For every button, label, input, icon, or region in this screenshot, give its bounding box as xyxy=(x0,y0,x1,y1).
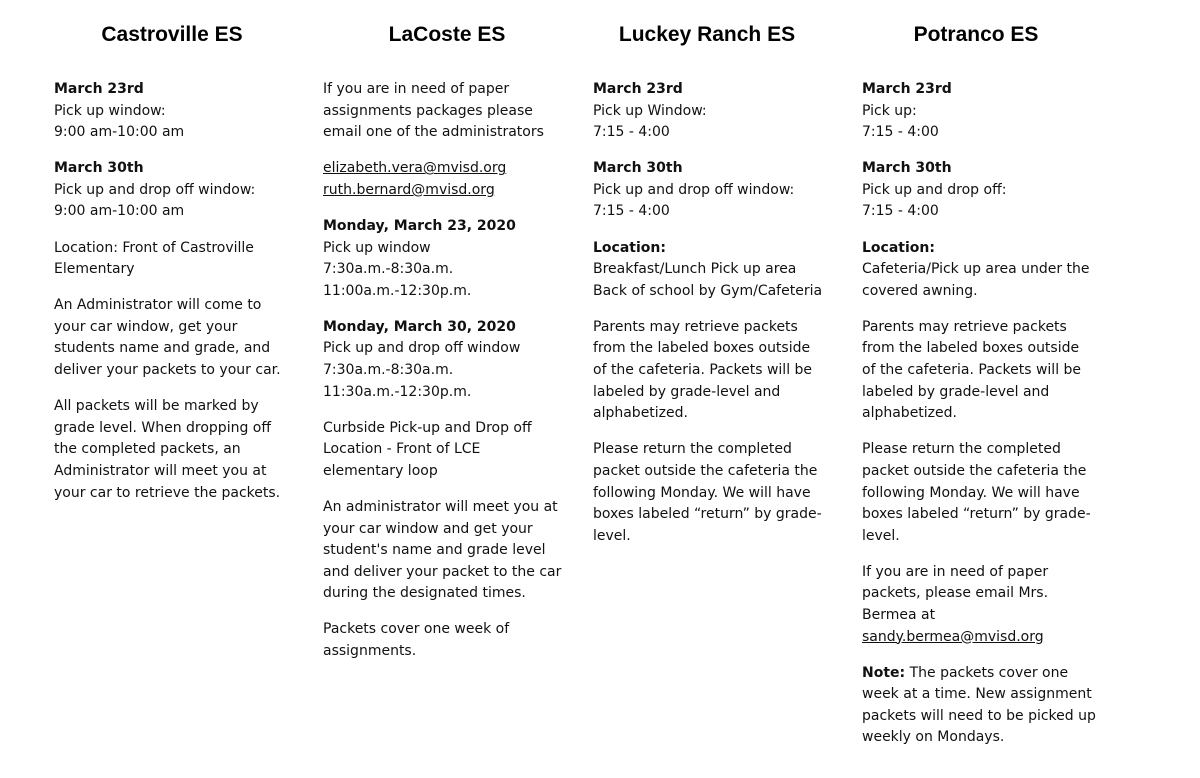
schedule-march-23 xyxy=(323,216,571,302)
text-line: grade level. When dropping off xyxy=(54,419,271,436)
text-line: following Monday. We will have xyxy=(862,484,1080,501)
date-heading: March 23rd xyxy=(593,81,683,97)
paper-request-paragraph xyxy=(323,79,571,144)
text-line: the completed packets, an xyxy=(54,441,241,458)
text-line: Pick up and drop off window: xyxy=(54,181,256,198)
date-heading: March 30th xyxy=(862,160,952,177)
text-line: and deliver your packet to the car xyxy=(323,563,562,580)
text-line: alphabetized. xyxy=(862,405,957,422)
time-window: 9:00 am-10:00 am xyxy=(54,203,185,220)
email-link-elizabeth-vera[interactable]: elizabeth.vera@mvisd.org xyxy=(323,160,507,177)
location-paragraph xyxy=(54,238,290,281)
text-line: Please return the completed xyxy=(593,441,792,458)
text-line: from the labeled boxes outside xyxy=(593,340,811,357)
text-line: of the cafeteria. Packets will be xyxy=(593,362,813,379)
school-title: Luckey Ranch ES xyxy=(618,23,796,46)
time-window: 11:00a.m.-12:30p.m. xyxy=(323,282,472,299)
text-line: your car to retrieve the packets. xyxy=(54,484,281,501)
text-line: labeled by grade-level and xyxy=(862,383,1050,400)
text-line: level. xyxy=(593,527,631,544)
time-window: 7:15 - 4:00 xyxy=(593,203,670,220)
text-line: Curbside Pick-up and Drop off xyxy=(323,419,532,436)
location-paragraph xyxy=(323,418,571,483)
text-line: Elementary xyxy=(54,261,135,278)
note-paragraph xyxy=(862,663,1098,749)
admin-emails xyxy=(323,158,571,201)
location-heading: Location: xyxy=(862,239,935,256)
text-line: of the cafeteria. Packets will be xyxy=(862,362,1082,379)
text-line: week at a time. New assignment xyxy=(862,686,1092,703)
text-line: If you are in need of paper xyxy=(862,563,1049,580)
return-paragraph xyxy=(862,439,1098,547)
text-line: alphabetized. xyxy=(593,405,688,422)
column-lacoste xyxy=(323,0,571,677)
column-castroville xyxy=(54,0,290,519)
schedule-march-23 xyxy=(862,79,1098,144)
time-window: 11:30a.m.-12:30p.m. xyxy=(323,383,472,400)
text-line: covered awning. xyxy=(862,282,978,299)
text-line: deliver your packets to your car. xyxy=(54,362,281,379)
date-heading: Monday, March 30, 2020 xyxy=(323,318,516,335)
text-line: Breakfast/Lunch Pick up area xyxy=(593,261,797,278)
text-line: An Administrator will come to xyxy=(54,297,262,314)
text-line: during the designated times. xyxy=(323,585,526,602)
time-window: 7:30a.m.-8:30a.m. xyxy=(323,362,454,379)
note-label: Note: xyxy=(862,664,906,681)
schedule-march-23 xyxy=(593,79,829,144)
text-line: email one of the administrators xyxy=(323,124,544,141)
text-line: Parents may retrieve packets xyxy=(593,318,798,335)
text-line: boxes labeled “return” by grade- xyxy=(862,506,1091,523)
text-line: Parents may retrieve packets xyxy=(862,318,1067,335)
text-line: The packets cover one xyxy=(905,664,1069,681)
schedule-march-23 xyxy=(54,79,290,144)
text-line: packet outside the cafeteria the xyxy=(593,462,818,479)
text-line: Pick up: xyxy=(862,102,917,119)
schedule-march-30 xyxy=(593,158,829,223)
text-line: following Monday. We will have xyxy=(593,484,811,501)
text-line: weekly on Mondays. xyxy=(862,729,1005,746)
text-line: boxes labeled “return” by grade- xyxy=(593,506,822,523)
text-line: Cafeteria/Pick up area under the xyxy=(862,261,1090,278)
location-heading: Location: xyxy=(593,239,666,256)
column-potranco xyxy=(862,0,1098,764)
date-heading: March 23rd xyxy=(862,81,952,97)
text-line: student's name and grade level xyxy=(323,542,546,559)
packets-paragraph xyxy=(54,396,290,504)
text-line: Pick up window: xyxy=(54,102,166,119)
text-line: Location: Front of Castroville xyxy=(54,239,254,256)
email-link-sandy-bermea[interactable]: sandy.bermea@mvisd.org xyxy=(862,628,1044,645)
text-line: Packets cover one week of xyxy=(323,621,510,638)
time-window: 9:00 am-10:00 am xyxy=(54,124,185,141)
packets-paragraph xyxy=(323,619,571,662)
time-window: 7:15 - 4:00 xyxy=(862,124,939,141)
text-line: Pick up and drop off: xyxy=(862,181,1007,198)
text-line: assignments. xyxy=(323,643,417,660)
text-line: packets will need to be picked up xyxy=(862,707,1096,724)
text-line: Pick up and drop off window: xyxy=(593,181,795,198)
time-window: 7:30a.m.-8:30a.m. xyxy=(323,261,454,278)
text-line: Location - Front of LCE xyxy=(323,441,481,458)
text-line: An administrator will meet you at xyxy=(323,499,558,515)
administrator-paragraph xyxy=(54,295,290,381)
text-line: Administrator will meet you at xyxy=(54,462,267,479)
retrieve-paragraph xyxy=(862,317,1098,425)
date-heading: March 30th xyxy=(593,160,683,177)
location-paragraph xyxy=(862,238,1098,303)
date-heading: March 30th xyxy=(54,160,144,177)
text-line: Pick up Window: xyxy=(593,102,707,119)
text-line: Pick up window xyxy=(323,239,431,256)
text-line: All packets will be marked by xyxy=(54,398,259,415)
email-link-ruth-bernard[interactable]: ruth.bernard@mvisd.org xyxy=(323,181,495,198)
retrieve-paragraph xyxy=(593,317,829,425)
school-title: LaCoste ES xyxy=(388,23,506,46)
text-line: Pick up and drop off window xyxy=(323,340,521,357)
text-line: students name and grade, and xyxy=(54,340,271,357)
text-line: your car window and get your xyxy=(323,520,533,537)
text-line: Bermea at xyxy=(862,606,936,623)
text-line: Back of school by Gym/Cafeteria xyxy=(593,282,823,299)
column-luckey-ranch xyxy=(593,0,829,562)
schedule-march-30 xyxy=(862,158,1098,223)
text-line: level. xyxy=(862,527,900,544)
text-line: from the labeled boxes outside xyxy=(862,340,1080,357)
text-line: your car window, get your xyxy=(54,318,238,335)
text-line: labeled by grade-level and xyxy=(593,383,781,400)
text-line: assignments packages please xyxy=(323,102,533,119)
schedule-march-30 xyxy=(323,317,571,403)
text-line: If you are in need of paper xyxy=(323,81,510,97)
school-title: Potranco ES xyxy=(913,23,1039,46)
text-line: Please return the completed xyxy=(862,441,1061,458)
administrator-paragraph xyxy=(323,497,571,605)
text-line: elementary loop xyxy=(323,462,438,479)
paper-request-paragraph xyxy=(862,562,1098,648)
location-paragraph xyxy=(593,238,829,303)
school-title: Castroville ES xyxy=(101,23,243,46)
text-line: packet outside the cafeteria the xyxy=(862,462,1087,479)
date-heading: March 23rd xyxy=(54,81,144,97)
time-window: 7:15 - 4:00 xyxy=(862,203,939,220)
schedule-march-30 xyxy=(54,158,290,223)
return-paragraph xyxy=(593,439,829,547)
time-window: 7:15 - 4:00 xyxy=(593,124,670,141)
date-heading: Monday, March 23, 2020 xyxy=(323,217,516,234)
text-line: packets, please email Mrs. xyxy=(862,585,1049,602)
